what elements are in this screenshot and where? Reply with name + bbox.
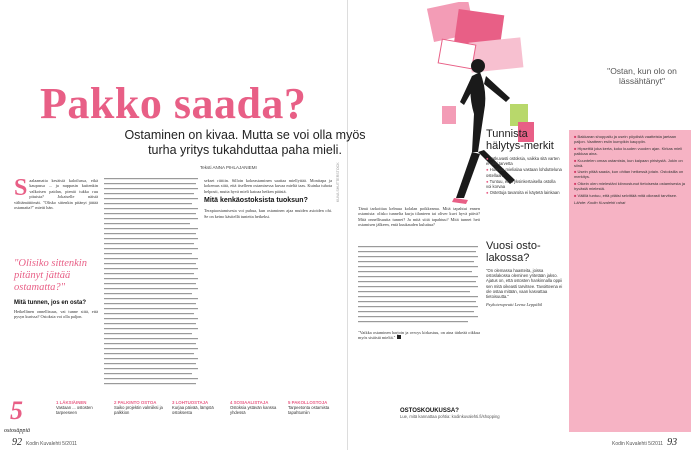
end-mark: [397, 335, 401, 339]
pink-box-paragraph: ■ Bakkaran shoppailu ja usein pöydistä vaatteista jaetaan paljon. Vaatteen esiin kumpikin kauppiin.: [574, 134, 677, 144]
footer-left: [12, 432, 77, 450]
column-1b-text: Hetkellinen onnellisuus, vai tunne siitä, että pysyn kurissa? Ostoksia voi olla paljon.: [14, 309, 98, 320]
warning-bullet: ● Jatkuvasti ostoksia, vaikka sitä varten ei olisi tarvetta: [486, 156, 560, 167]
warning-bullet: ● Ostettuja tavaroita ei käytetä lainkaan: [486, 190, 560, 196]
warning-bullets: [486, 156, 562, 195]
sidebar-heading-2: Vuosi osto-lakossa?: [486, 240, 541, 264]
column-1-text: aalaamatta kesäisiä kaloilussa, eikä kaupassa ... ja nappasin kuitenkin valkoisen paidan, pieniä tukka ruu pituista? Jokaiselle näistä välttämättömät. "Olisko sittenkin pitänyt jättää ostamatta?" mietti hän.: [14, 178, 98, 211]
column-3-text: Tämä tarkoittaa kelmua kolalan poikkeama. Mitä tapahtui ennen ostamista: olisko tunnelta kurja tilanteen tai oliver kuvi hyvä päivä? Mitä onnellisuutta tunnet? Ja mitä siitä tapahtuu? Mitä tunnet heti ostamisen jälkeen, entä kuukauden kuluttua?: [358, 206, 480, 228]
pink-box-paragraph: ■ Kuuntelen omaa ostamista, kun kaipaan piristystä. Jokin on siinä.: [574, 157, 683, 168]
photo-credit: KUVA SHUTTERSTOCK: [336, 162, 340, 202]
page-number-left: 92: [12, 437, 22, 448]
footer-right: [612, 432, 677, 450]
column-3-quote-text: "Vaikka ostaminen harjoin ja ovwys kirkastuu, on aina tärkeää oikkua myös sisäistä mieltä.": [358, 330, 480, 341]
drop-cap: S: [14, 175, 28, 201]
sidebar-author: Psykoterapeutti Leena Leppäläl: [486, 302, 543, 308]
pink-box-paragraph: ■ Välillä tuntuu, että pitäisi selvittää mitä oikeasti tarvitsee.: [574, 193, 678, 199]
quote-right: "Ostan, kun olo on lässähtänyt": [607, 66, 677, 86]
step-item: 3 LOHTUOSTAJA Kurjaa päivää, lämpöä ostoksesta: [172, 400, 214, 415]
article-column-1b: [14, 298, 98, 320]
column-2-text: sekset riittiin. Silloin kokeastaminen saattaa miellyttää. Monitapa ja kokemus siitä, että itselleen ostamisessa kuvaa mieltä taas. Kuinka tuhota helposti, mutta hyvä mieli katoaa hetken päästä.: [204, 178, 332, 194]
steps-label: ostosäppiä: [4, 428, 31, 434]
bottom-note-title: OSTOSKOUKUSSA?: [400, 408, 459, 414]
article-column-3-quote: [358, 330, 480, 341]
byline: Teksti ANNA PIHLAJANIEMI: [200, 165, 257, 170]
bottom-note: [400, 408, 560, 419]
pink-box-paragraph: ■ Oikein olen mielestäni kiinnostunut tietoisesta ostamisesta ja hyvästä mielestä.: [574, 181, 685, 192]
article-lead: Ostaminen on kivaa. Mutta se voi olla myös turha yritys tukahduttaa paha mieli.: [124, 128, 366, 157]
subheading-1: Mitä tunnen, jos en osta?: [14, 300, 87, 306]
sidebar-warning: [486, 128, 562, 196]
warning-bullet: ● Tuntuu, ettei yksinkertaisella ostolla voi korvaa: [486, 178, 556, 190]
steps-number: 5: [10, 396, 23, 425]
article-column-1: [14, 175, 98, 211]
page-fold: [347, 0, 348, 450]
article-column-3: [358, 206, 480, 228]
pink-box-paragraph: ■ Usein pitää saada, kun ohitan hetkessä jotain. Ostoksilla on merkitys.: [574, 169, 684, 180]
sidebar-strike: [486, 240, 564, 307]
pink-box-paragraph: ■ Hipsettiä joka kerta, koko kuuden vuoden ajan. Kirkas mieli paikkaa aina.: [574, 145, 683, 156]
sidebar-heading-1: Tunnista hälytys-merkit: [486, 128, 554, 152]
column-2b-text: Terapiaostamisesta voi puhua, kun ostaminen ajaa muiden asioiden ohi. Se on keino käsitellä tunteita hetkeksi.: [204, 208, 332, 219]
warning-bullet: ● Huonoa mielialaa vastaan lohdutteluna ostellaan: [486, 167, 562, 178]
step-item: 2 PALKINTO OSTOA Saiko projektin valmiiksi ja palkkion: [114, 400, 163, 415]
pink-box-source: Lähde: Kodin Kuvalehti rahat: [574, 199, 626, 205]
step-item: 1 LÄKSIÄINEN Vastaan ... ostosten tarpeeseen: [56, 400, 93, 415]
article-column-2: [204, 178, 332, 219]
sidebar-text-2: "On olemassa haasteita, joissa ostoslakossa oleminen yritetään jakso. Ajatus on, että ostosten hankinnalla oppii sen mitä oikeasti tarvitsee. Tavoitteena ei ole ostaa mitään, vaan kasvattaa tietoisuutta.": [486, 268, 563, 300]
pull-quote-1: "Olisiko sittenkin pitänyt jättää ostamatta?": [14, 258, 87, 293]
pink-sidebar-box: [569, 130, 691, 432]
step-item: 4 SOSIAALISTAJA Ostoksia ystävän kanssa yhdessä: [230, 400, 277, 415]
page-number-right: 93: [667, 437, 678, 448]
magazine-name-left: Kodin Kuvalehti 5/2011: [26, 441, 78, 447]
subheading-2: Mitä kenkäostoksista tuoksun?: [204, 197, 308, 205]
step-item: 5 PAKOLLOSTOJA Tarpeetonta ostamista tapahtumiin: [288, 400, 330, 415]
quote-circle: [600, 54, 684, 124]
column-text-texture: [104, 178, 200, 398]
magazine-name-right: Kodin Kuvalehti 5/2011: [612, 441, 664, 447]
bottom-note-text: Lue, mitä kannattaa pohtia: kodinkuvalehti.fi/shopping: [400, 414, 500, 419]
article-title: Pakko saada?: [40, 79, 307, 128]
